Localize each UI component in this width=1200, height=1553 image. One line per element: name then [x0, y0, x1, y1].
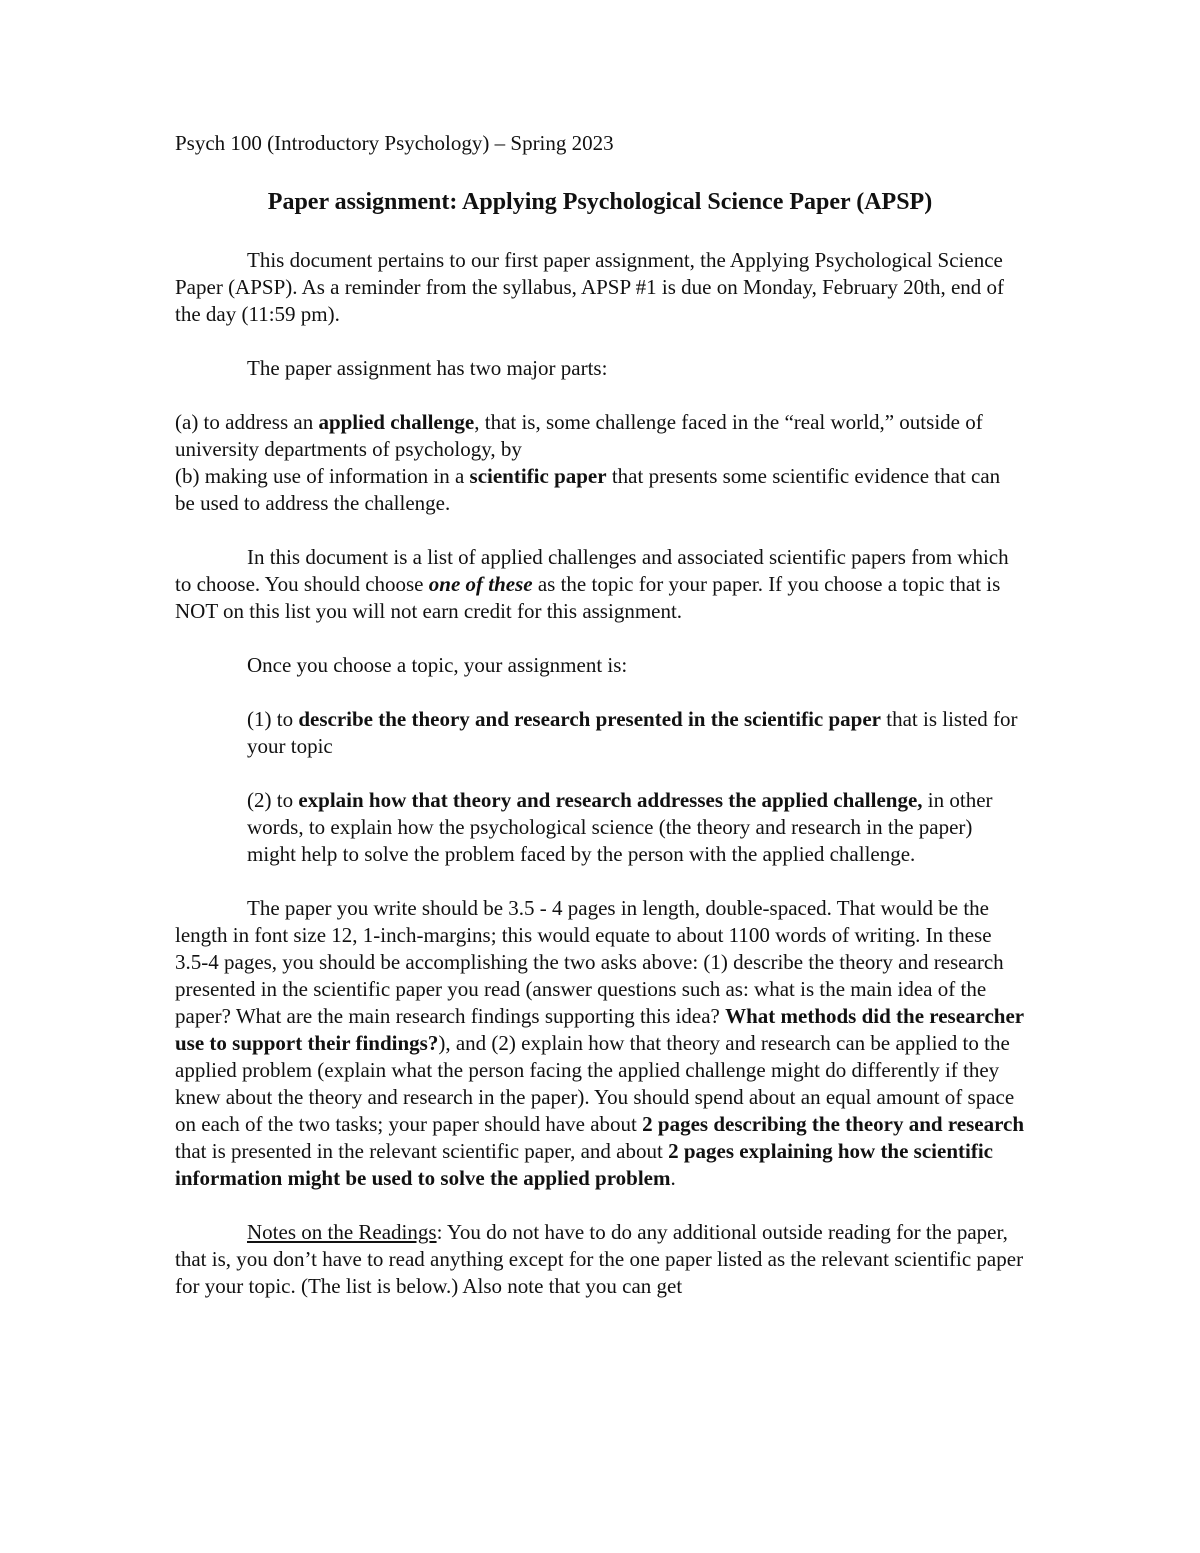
- part-b-suffix: that presents some scientific evidence that can be used to address the challenge.: [175, 464, 1001, 515]
- part-a-suffix: , that is, some challenge faced in the “real world,” outside of university departments of psychology, by: [175, 410, 983, 461]
- notes-heading: Notes on the Readings: [247, 1220, 437, 1244]
- intro-paragraph: This document pertains to our first paper assignment, the Applying Psychological Science Paper (APSP). As a reminder from the syllabus, APSP #1 is due on Monday, February 20th, end of the day (11:59 pm).: [175, 248, 1005, 326]
- task-2-bold: explain how that theory and research addresses the applied challenge,: [298, 788, 923, 812]
- document-title: Paper assignment: Applying Psychological Science Paper (APSP): [267, 189, 933, 215]
- length-text-1: The paper you write should be 3.5 - 4 pages in length, double-spaced. That would be the length in font size 12, 1-inch-margins; this would equate to about 1100 words of writing. In these 3.5-4 pages, you should be accomplishing the two asks above: (1) describe the theory and research presented in the scientific paper you read (answer questions such as: what is the main idea of the paper? What are the main research findings supporting this idea?: [175, 896, 1004, 1028]
- once-paragraph: Once you choose a topic, your assignment is:: [247, 653, 628, 677]
- part-a-prefix: (a) to address an: [175, 410, 319, 434]
- part-b-bold: scientific paper: [469, 464, 607, 488]
- notes-paragraph: [175, 1219, 1025, 1300]
- task-2-paragraph: [247, 787, 1025, 868]
- length-text-4: .: [670, 1166, 676, 1190]
- choose-text-2: as the topic for your paper. If you choose a topic that is NOT on this list you will not earn credit for this assignment.: [175, 572, 1001, 623]
- length-text-2: ), and (2) explain how that theory and research can be applied to the applied problem (explain what the person facing the applied challenge might do differently if they knew about the theory and research in the paper). You should spend about an equal amount of space on each of the two tasks; your paper should have about: [175, 1031, 1015, 1136]
- part-b-paragraph: [175, 463, 1025, 517]
- length-bold-2: 2 pages describing the theory and research: [642, 1112, 1025, 1136]
- task-2-suffix: in other words, to explain how the psychological science (the theory and research in the paper) might help to solve the problem faced by the person with the applied challenge.: [247, 788, 993, 866]
- part-a-paragraph: [175, 409, 1025, 463]
- parts-intro-paragraph: The paper assignment has two major parts:: [247, 356, 608, 380]
- length-paragraph: [175, 895, 1025, 1192]
- course-line: Psych 100 (Introductory Psychology) – Spring 2023: [175, 131, 614, 155]
- task-2-prefix: (2) to: [247, 788, 299, 812]
- task-1-prefix: (1) to: [247, 707, 299, 731]
- task-1-bold: describe the theory and research presented in the scientific paper: [298, 707, 882, 731]
- length-text-3: that is presented in the relevant scientific paper, and about: [175, 1139, 669, 1163]
- length-bold-1: What methods did the researcher use to support their findings?: [175, 1004, 1024, 1055]
- part-a-bold: applied challenge: [318, 410, 475, 434]
- document-page: [175, 130, 1025, 1300]
- part-b-prefix: (b) making use of information in a: [175, 464, 470, 488]
- choose-emphasis: one of these: [428, 572, 533, 596]
- choose-text-1: In this document is a list of applied challenges and associated scientific papers from which to choose. You should choose: [175, 545, 1009, 596]
- task-1-suffix: that is listed for your topic: [247, 707, 1018, 758]
- choose-paragraph: [175, 544, 1025, 625]
- notes-text: : You do not have to do any additional outside reading for the paper, that is, you don’t have to read anything except for the one paper listed as the relevant scientific paper for your topic. (The list is below.) Also note that you can get: [175, 1220, 1024, 1298]
- task-1-paragraph: [247, 706, 1025, 760]
- length-bold-3: 2 pages explaining how the scientific information might be used to solve the applied problem: [175, 1139, 993, 1190]
